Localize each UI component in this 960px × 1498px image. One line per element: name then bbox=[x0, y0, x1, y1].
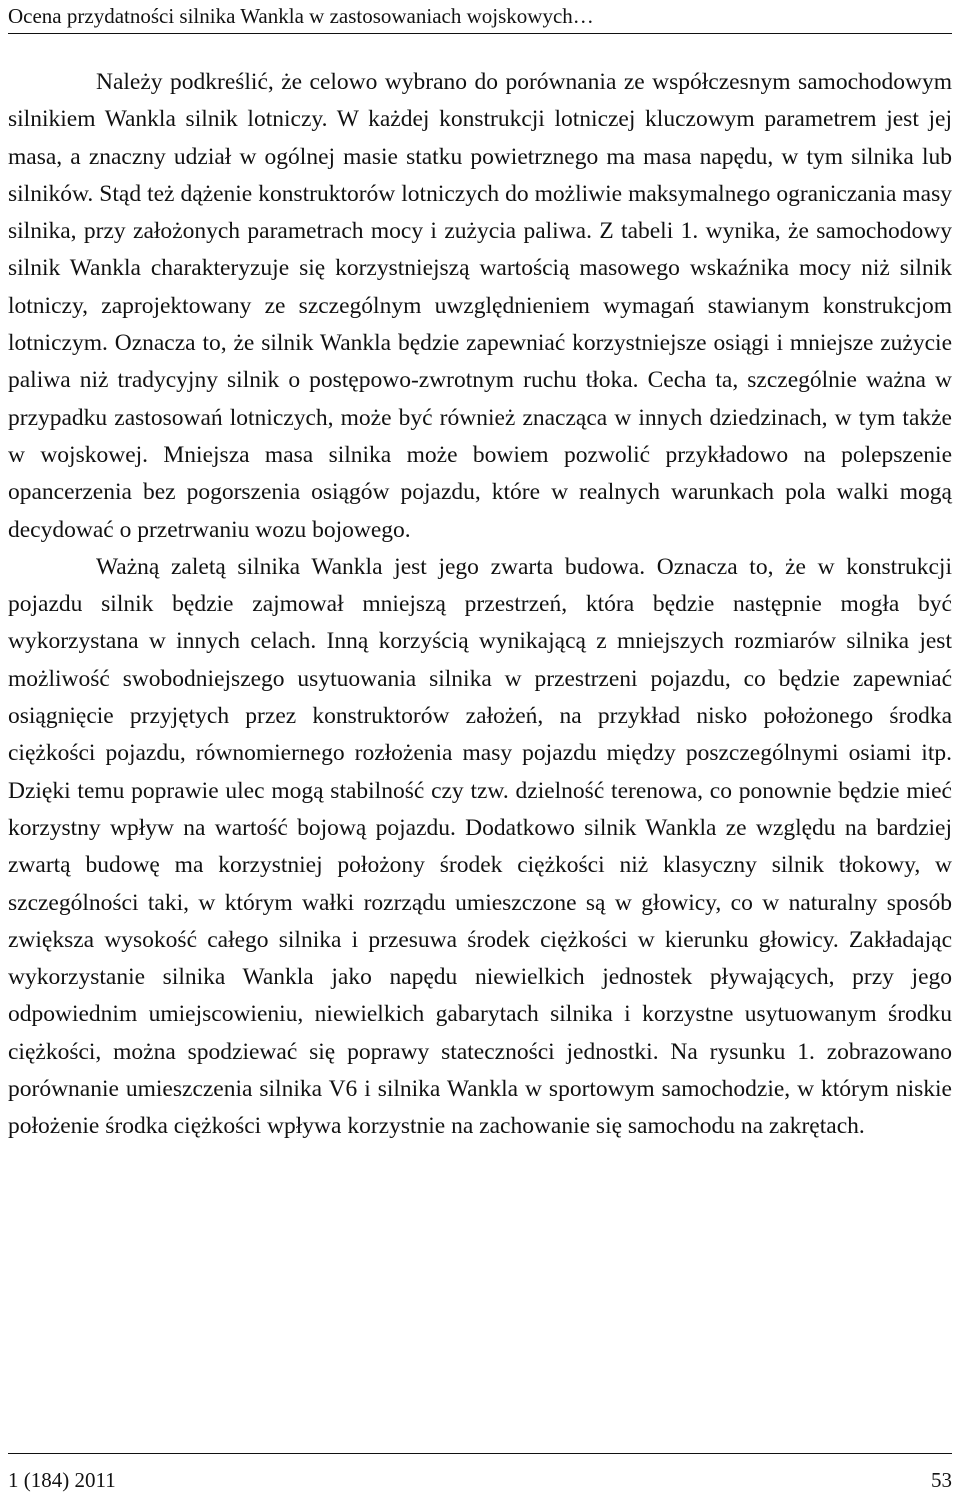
footer-page-number: 53 bbox=[931, 1468, 952, 1492]
paragraph-1: Należy podkreślić, że celowo wybrano do porównania ze współczesnym samochodowym silnikiem Wankla silnik lotniczy. W każdej konstrukcji lotniczej kluczowym parametrem jest jej masa, a znaczny udział w ogólnej masie statku powietrznego ma masa napędu, w tym silnika lub silników. Stąd też dążenie konstruktorów lotniczych do możliwie maksymalnego ograniczania masy silnika, przy założonych parametrach mocy i zużycia paliwa. Z tabeli 1. wynika, że samochodowy silnik Wankla charakteryzuje się korzystniejszą wartością masowego wskaźnika mocy niż silnik lotniczy, zaprojektowany ze szczególnym uwzględnieniem wymagań stawianym konstrukcjom lotniczym. Oznacza to, że silnik Wankla będzie zapewniać korzystniejsze osiągi i mniejsze zużycie paliwa niż tradycyjny silnik o postępowo-zwrotnym ruchu tłoka. Cecha ta, szczególnie ważna w przypadku zastosowań lotniczych, może być również znacząca w innych dziedzinach, w tym także w wojskowej. Mniejsza masa silnika może bowiem pozwolić przykładowo na polepszenie opancerzenia bez pogorszenia osiągów pojazdu, które w realnych warunkach pola walki mogą decydować o przetrwaniu wozu bojowego. bbox=[8, 69, 952, 543]
header-divider bbox=[8, 33, 952, 34]
paragraph-2: Ważną zaletą silnika Wankla jest jego zwarta budowa. Oznacza to, że w konstrukcji pojazdu silnik będzie zajmował mniejszą przestrzeń, która będzie następnie mogła być wykorzystana w innych celach. Inną korzyścią wynikającą z mniejszych rozmiarów silnika jest możliwość swobodniejszego usytuowania silnika w przestrzeni pojazdu, co będzie zapewniać osiągnięcie przyjętych przez konstruktorów założeń, na przykład nisko położonego środka ciężkości pojazdu, równomiernego rozłożenia masy pojazdu między poszczególnymi osiami itp. Dzięki temu poprawie ulec mogą stabilność czy tzw. dzielność terenowa, co ponownie będzie mieć korzystny wpływ na wartość bojową pojazdu. Dodatkowo silnik Wankla ze względu na bardziej zwartą budowę ma korzystniej położony środek ciężkości niż klasyczny silnik tłokowy, w szczególności taki, w którym wałki rozrządu umieszczone są w głowicy, co w naturalny sposób zwiększa wysokość całego silnika i przesuwa środek ciężkości w kierunku głowicy. Zakładając wykorzystanie silnika Wankla jako napędu niewielkich jednostek pływających, przy jego odpowiednim umiejscowieniu, niewielkich gabarytach silnika i korzystne usytuowanym środku ciężkości, można spodziewać się poprawy stateczności jednostki. Na rysunku 1. zobrazowano porównanie umieszczenia silnika V6 i silnika Wankla w sportowym samochodzie, w którym niskie położenie środka ciężkości wpływa korzystnie na zachowanie się samochodu na zakrętach. bbox=[8, 553, 952, 1140]
footer-issue-number: 1 (184) 2011 bbox=[8, 1468, 116, 1492]
running-header-title: Ocena przydatności silnika Wankla w zastosowaniach wojskowych… bbox=[8, 4, 594, 28]
footer-divider bbox=[8, 1453, 952, 1454]
article-body bbox=[8, 64, 952, 1146]
